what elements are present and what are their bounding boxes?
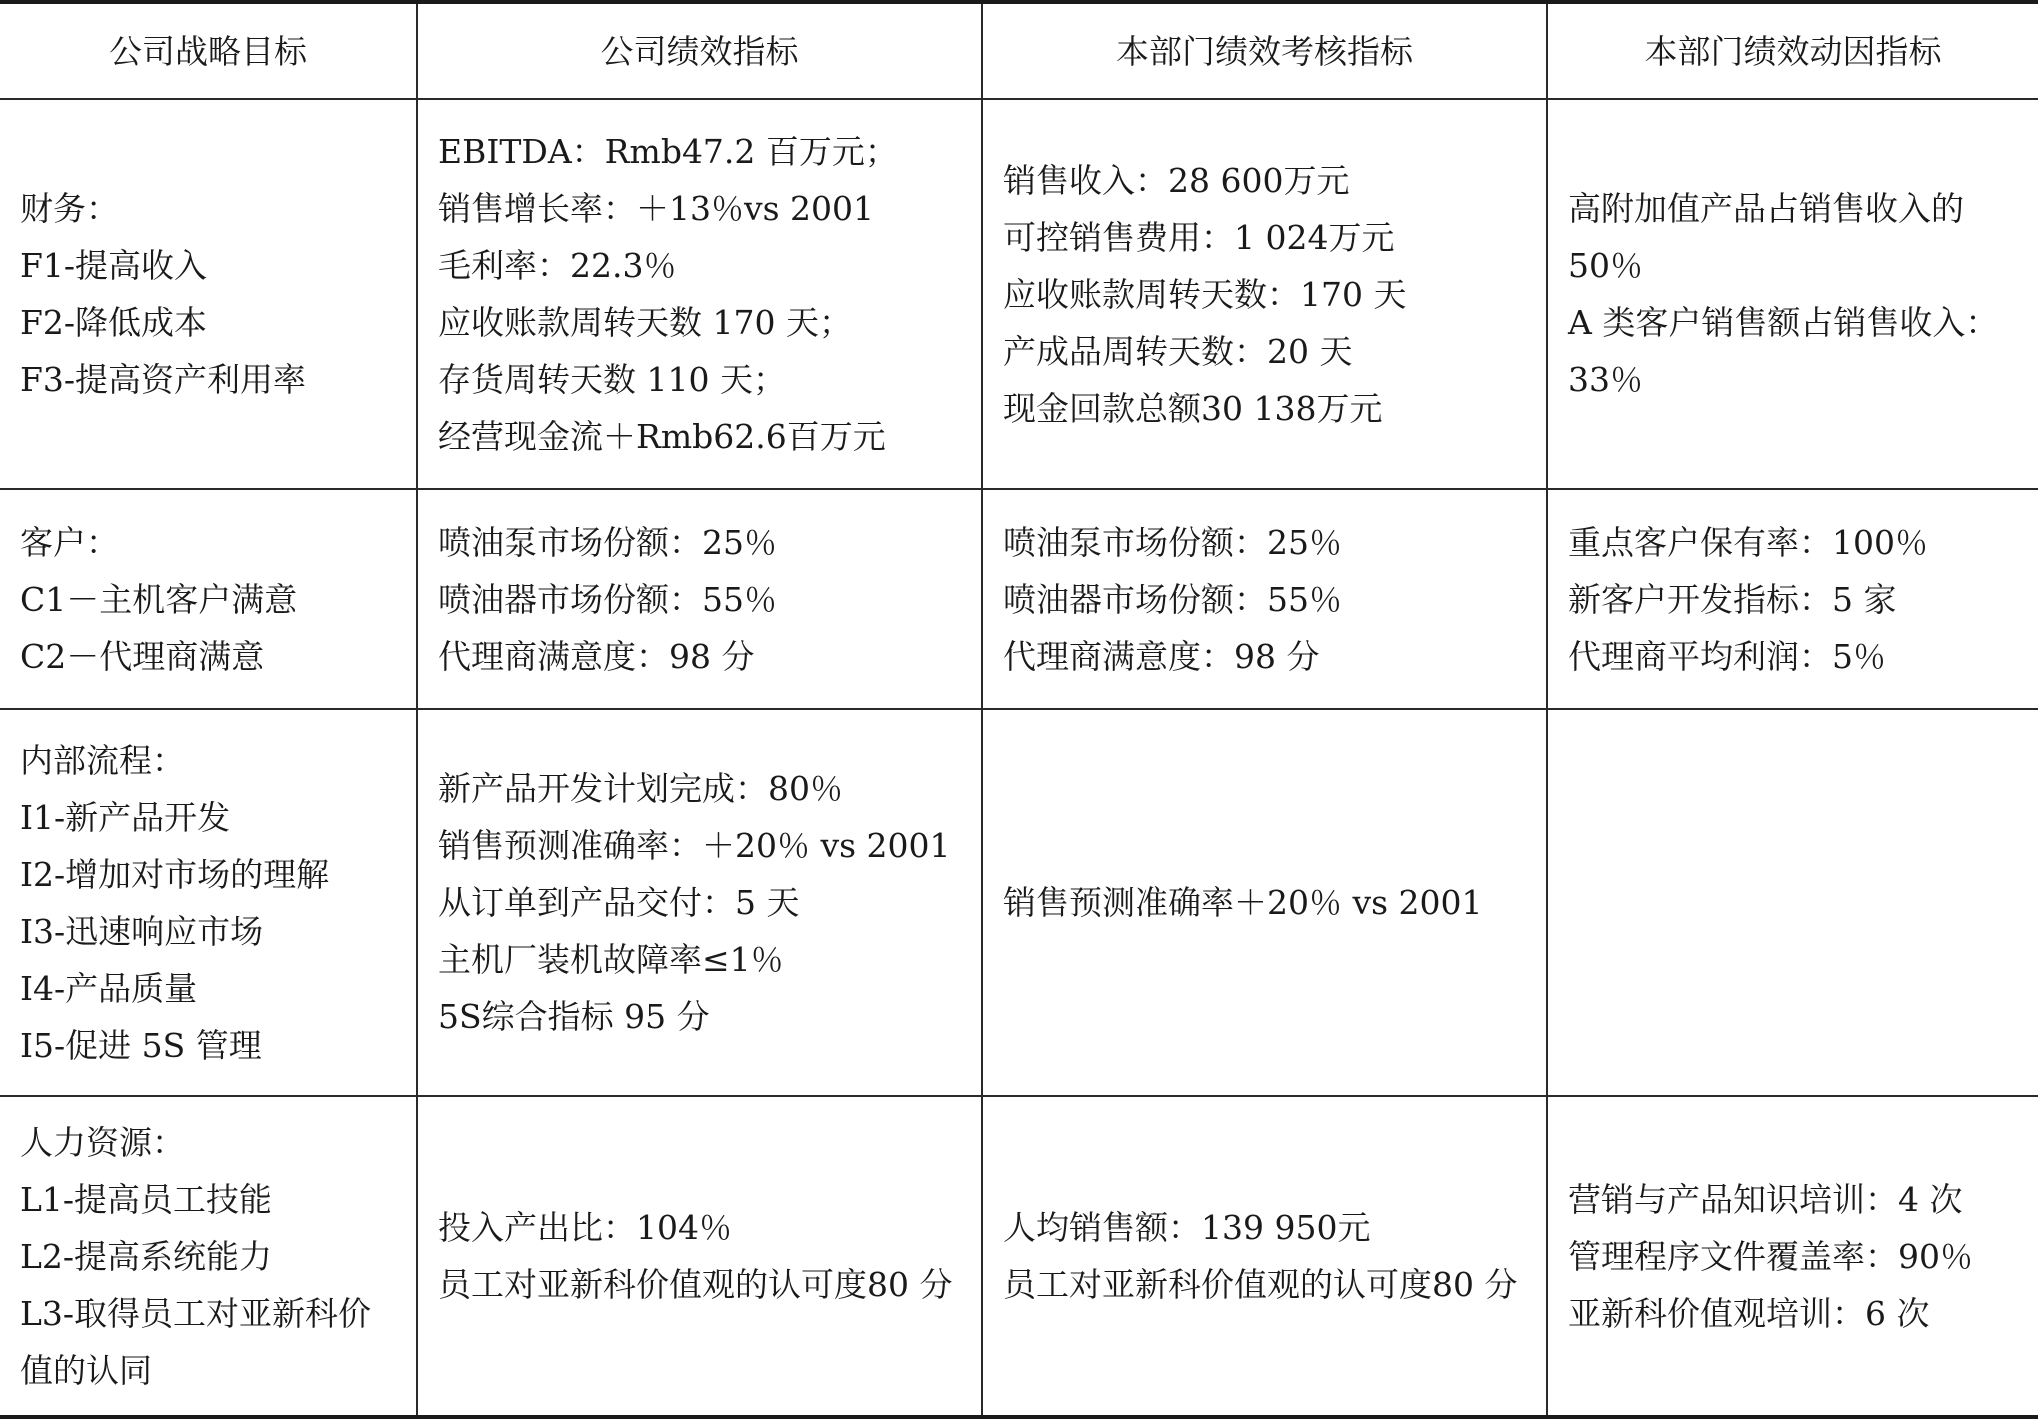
table-row: [0, 709, 2038, 1096]
header-driver-kpi: 本部门绩效动因指标: [1547, 2, 2038, 99]
dept-kpi-cell: 人均销售额：139 950元 员工对亚新科价值观的认可度80 分: [982, 1096, 1547, 1417]
company-kpi-cell: 新产品开发计划完成：80％ 销售预测准确率：＋20％ vs 2001 从订单到产品交付：5 天 主机厂装机故障率≤1％ 5S综合指标 95 分: [417, 709, 982, 1096]
strategy-cell: 内部流程： I1-新产品开发 I2-增加对市场的理解 I3-迅速响应市场 I4-产品质量 I5-促进 5S 管理: [0, 709, 417, 1096]
header-strategy: 公司战略目标: [0, 2, 417, 99]
table-row: [0, 1096, 2038, 1417]
company-kpi-cell: EBITDA：Rmb47.2 百万元； 销售增长率：＋13％vs 2001 毛利率：22.3％ 应收账款周转天数 170 天； 存货周转天数 110 天； 经营现金流＋Rmb62.6百万元: [417, 99, 982, 489]
dept-kpi-cell: 喷油泵市场份额：25％ 喷油器市场份额：55％ 代理商满意度：98 分: [982, 489, 1547, 709]
company-kpi-cell: 投入产出比：104％ 员工对亚新科价值观的认可度80 分: [417, 1096, 982, 1417]
strategy-cell: 财务： F1-提高收入 F2-降低成本 F3-提高资产利用率: [0, 99, 417, 489]
table-row: [0, 489, 2038, 709]
strategy-cell: 客户： C1－主机客户满意 C2－代理商满意: [0, 489, 417, 709]
driver-kpi-cell-empty: [1547, 709, 2038, 1096]
company-kpi-cell: 喷油泵市场份额：25％ 喷油器市场份额：55％ 代理商满意度：98 分: [417, 489, 982, 709]
dept-kpi-cell: 销售预测准确率＋20％ vs 2001: [982, 709, 1547, 1096]
driver-kpi-cell: 重点客户保有率：100％ 新客户开发指标：5 家 代理商平均利润：5％: [1547, 489, 2038, 709]
header-company-kpi: 公司绩效指标: [417, 2, 982, 99]
header-dept-kpi: 本部门绩效考核指标: [982, 2, 1547, 99]
dept-kpi-cell: 销售收入：28 600万元 可控销售费用：1 024万元 应收账款周转天数：170 天 产成品周转天数：20 天 现金回款总额30 138万元: [982, 99, 1547, 489]
header-row: [0, 2, 2038, 99]
strategy-cell: 人力资源： L1-提高员工技能 L2-提高系统能力 L3-取得员工对亚新科价值的认同: [0, 1096, 417, 1417]
table-row: [0, 99, 2038, 489]
driver-kpi-cell: 营销与产品知识培训：4 次 管理程序文件覆盖率：90％ 亚新科价值观培训：6 次: [1547, 1096, 2038, 1417]
driver-kpi-cell: 高附加值产品占销售收入的50％ A 类客户销售额占销售收入：33％: [1547, 99, 2038, 489]
